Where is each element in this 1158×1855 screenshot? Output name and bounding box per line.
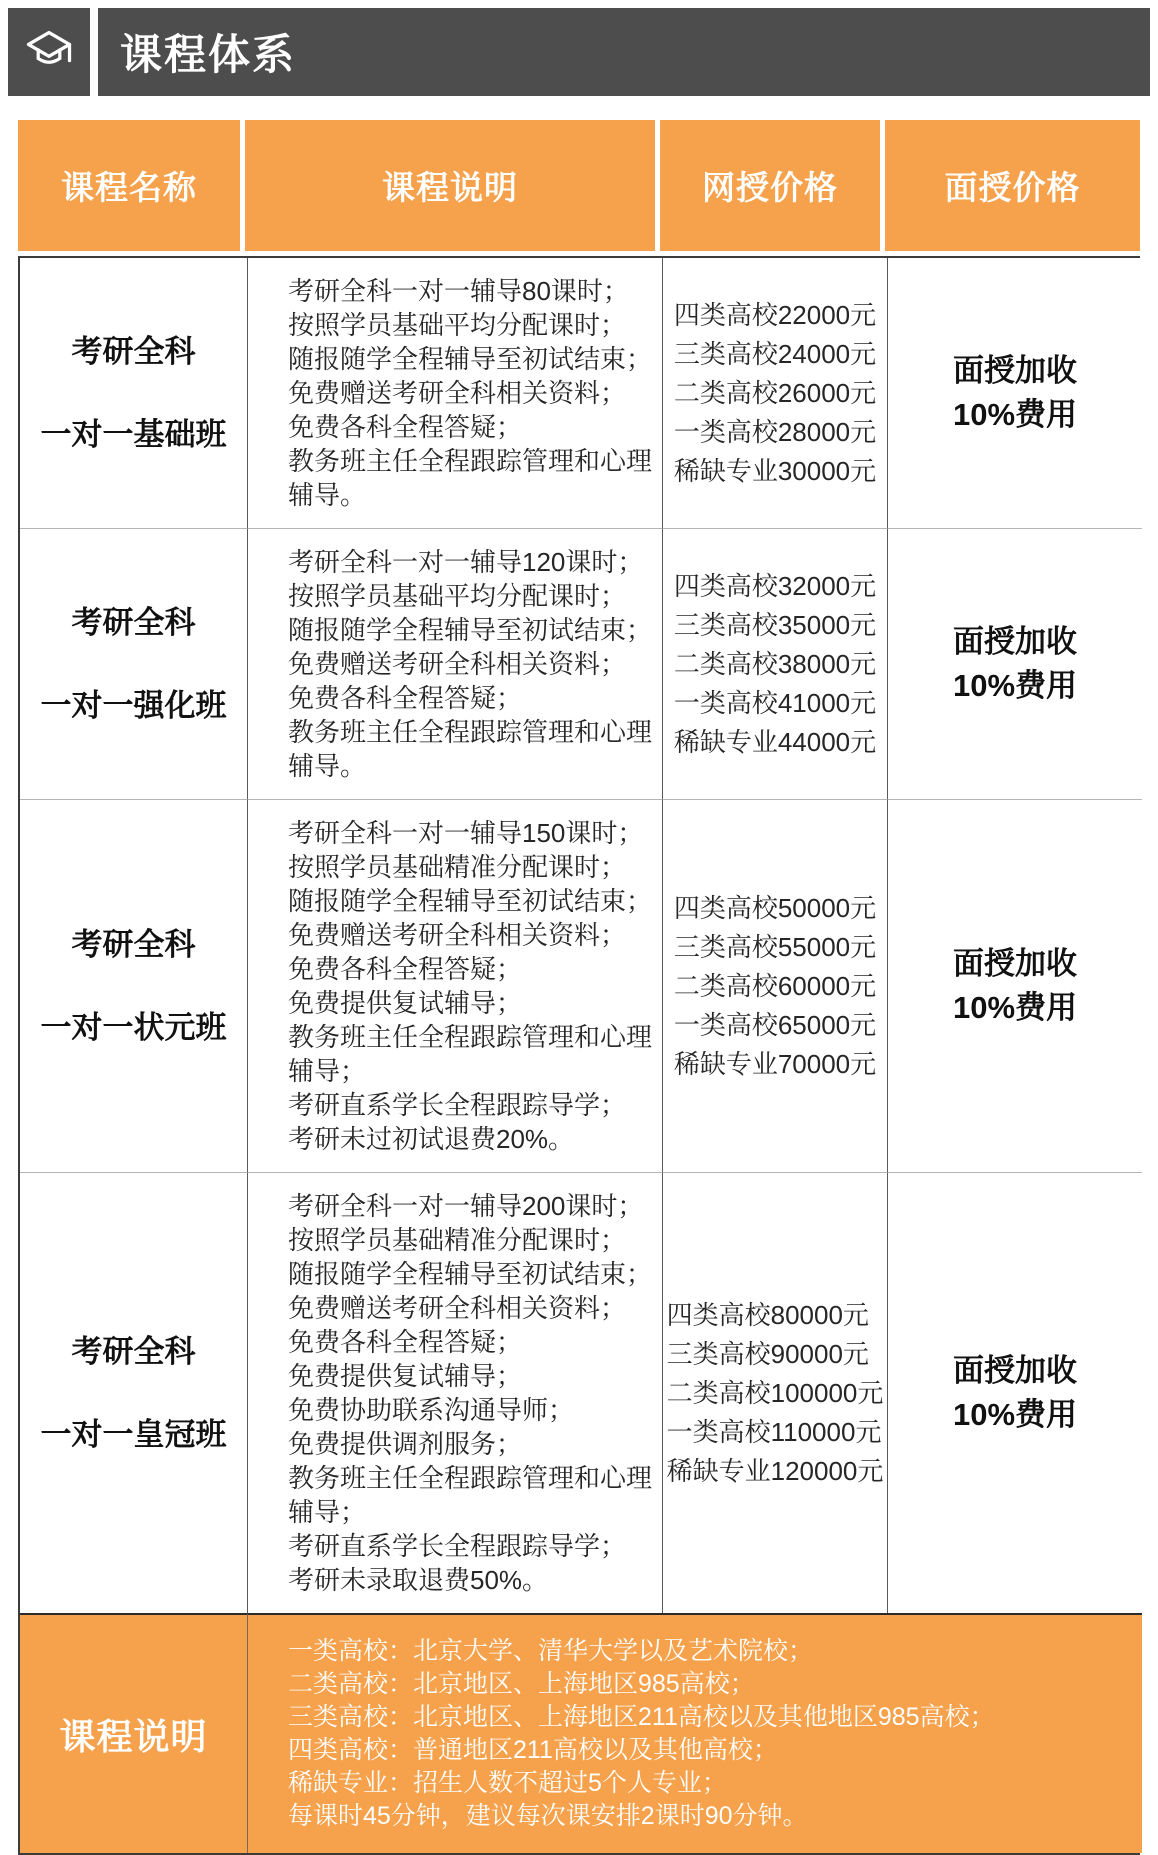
footer-notes-cell (247, 1613, 1142, 1853)
course-name-cell (20, 1172, 247, 1613)
offline-price: 面授加收 10%费用 (952, 353, 1078, 432)
course-description: 考研全科一对一辅导150课时； 按照学员基础精准分配课时； 随报随学全程辅导至初试结束； 免费赠送考研全科相关资料； 免费各科全程答疑； 免费提供复试辅导； 教务班主任全程跟踪管理和心理辅导； 考研直系学长全程跟踪导学； 考研未过初试退费20%。 (288, 818, 653, 1154)
course-name: 考研全科 一对一状元班 (40, 926, 227, 1045)
course-name-cell (20, 258, 247, 528)
online-price-list: 四类高校22000元 三类高校24000元 二类高校26000元 一类高校28000元 稀缺专业30000元 (673, 299, 877, 486)
graduation-cap-icon (22, 25, 76, 79)
course-description: 考研全科一对一辅导200课时； 按照学员基础精准分配课时； 随报随学全程辅导至初试结束； 免费赠送考研全科相关资料； 免费各科全程答疑； 免费提供复试辅导； 免费协助联系沟通导师； 免费提供调剂服务； 教务班主任全程跟踪管理和心理辅导； 考研直系学长全程跟踪导学； 考研未录取退费50%。 (288, 1191, 653, 1595)
offline-price-cell (887, 799, 1142, 1172)
offline-price-cell (887, 258, 1142, 528)
course-description: 考研全科一对一辅导80课时； 按照学员基础平均分配课时； 随报随学全程辅导至初试结束； 免费赠送考研全科相关资料； 免费各科全程答疑； 教务班主任全程跟踪管理和心理辅导。 (288, 276, 653, 510)
course-description-cell (247, 258, 662, 528)
course-description: 考研全科一对一辅导120课时； 按照学员基础平均分配课时； 随报随学全程辅导至初试结束； 免费赠送考研全科相关资料； 免费各科全程答疑； 教务班主任全程跟踪管理和心理辅导。 (288, 547, 653, 781)
page-title: 课程体系 (120, 31, 297, 78)
course-table (18, 120, 1140, 1855)
course-name: 考研全科 一对一基础班 (40, 333, 227, 452)
online-price-cell (662, 799, 887, 1172)
footer-label-cell (20, 1613, 247, 1853)
online-price-cell (662, 528, 887, 799)
course-description-cell (247, 528, 662, 799)
course-name-cell (20, 528, 247, 799)
offline-price-cell (887, 528, 1142, 799)
online-price-cell (662, 258, 887, 528)
table-body (18, 256, 1140, 1855)
offline-price: 面授加收 10%费用 (952, 624, 1078, 703)
offline-price: 面授加收 10%费用 (952, 1353, 1078, 1432)
footer-label: 课程说明 (59, 1715, 208, 1757)
course-name: 考研全科 一对一强化班 (40, 604, 227, 723)
online-price-list: 四类高校50000元 三类高校55000元 二类高校60000元 一类高校65000元 稀缺专业70000元 (673, 892, 877, 1079)
title-bar (98, 8, 1150, 96)
column-header-course-name: 课程名称 (18, 120, 245, 251)
footer-notes: 一类高校：北京大学、清华大学以及艺术院校； 二类高校：北京地区、上海地区985高校； 三类高校：北京地区、上海地区211高校以及其他地区985高校； 四类高校：普通地区211高校以及其他高校； 稀缺专业：招生人数不超过5个人专业； 每课时45分钟，建议每次课安排2课时90分钟。 (288, 1637, 995, 1830)
course-description-cell (247, 1172, 662, 1613)
course-description-cell (247, 799, 662, 1172)
online-price-list: 四类高校80000元 三类高校90000元 二类高校100000元 一类高校110000元 稀缺专业120000元 (666, 1299, 884, 1486)
column-header-online-price: 网授价格 (660, 120, 885, 251)
top-title-bar (8, 8, 1150, 96)
column-header-course-description: 课程说明 (245, 120, 660, 251)
column-header-offline-price: 面授价格 (885, 120, 1140, 251)
offline-price: 面授加收 10%费用 (952, 946, 1078, 1025)
logo-box (8, 8, 90, 96)
course-name: 考研全科 一对一皇冠班 (40, 1333, 227, 1452)
online-price-cell (662, 1172, 887, 1613)
offline-price-cell (887, 1172, 1142, 1613)
course-name-cell (20, 799, 247, 1172)
online-price-list: 四类高校32000元 三类高校35000元 二类高校38000元 一类高校41000元 稀缺专业44000元 (673, 570, 877, 757)
table-header-row (18, 120, 1140, 251)
